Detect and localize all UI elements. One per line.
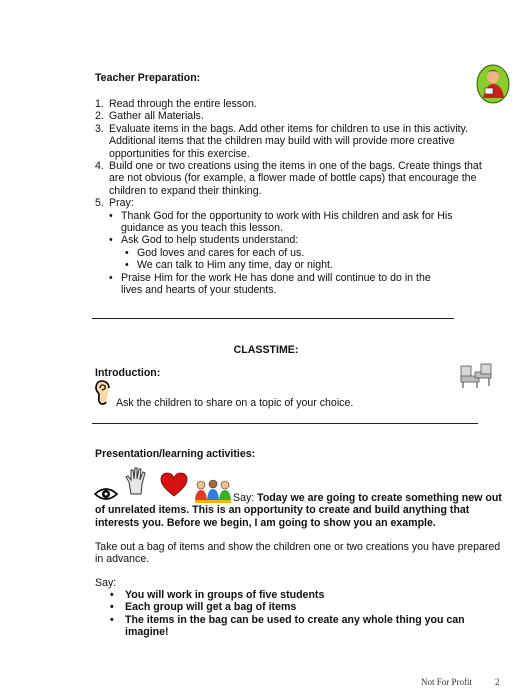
say-bullet: • You will work in groups of five students xyxy=(110,589,325,601)
item-text: Build one or two creations using the items in one of the bags. Create things that are not obvious (for example, a flower made of bottle caps) that encourage the children to expand their thinking. xyxy=(109,160,482,197)
pray-sub-bullet: • We can talk to Him any time, day or night. xyxy=(125,259,333,272)
children-group-icon xyxy=(193,478,233,504)
item-number: 4. xyxy=(95,160,104,173)
prep-item xyxy=(95,110,500,122)
say-label-2: Say: xyxy=(95,577,117,589)
presentation-paragraph: Take out a bag of items and show the children one or two creations you have prepared in advance. xyxy=(95,541,501,566)
teacher-prep-heading: Teacher Preparation: xyxy=(95,72,201,84)
divider xyxy=(92,318,454,319)
pray-sublist xyxy=(109,247,454,272)
ear-icon xyxy=(94,380,114,406)
hand-icon xyxy=(124,466,150,496)
classtime-heading: CLASSTIME: xyxy=(233,344,299,356)
say-text-rest: of unrelated items. This is an opportunity to create and build anything that interests you. Before we begin, I am going to show you an example. xyxy=(95,504,470,529)
intro-text: Ask the children to share on a topic of your choice. xyxy=(116,397,354,409)
pray-sub-bullet: • God loves and cares for each of us. xyxy=(125,246,305,259)
divider xyxy=(92,423,478,424)
item-number: 2. xyxy=(95,110,104,123)
pray-bullet: • Praise Him for the work He has done and will continue to do in the lives and hearts of your students. xyxy=(109,271,431,297)
item-number: 1. xyxy=(95,98,104,110)
prep-item xyxy=(95,160,500,197)
say-bullets xyxy=(110,589,470,639)
say-bullet: • Each group will get a bag of items xyxy=(110,601,297,614)
pray-bullet: • Thank God for the opportunity to work with His children and ask for His guidance as you teach this lesson. xyxy=(109,209,453,235)
item-number: 3. xyxy=(95,122,104,135)
item-text: Pray: xyxy=(109,197,134,210)
item-text: Evaluate items in the bags. Add other items for children to use in this activity. Additional items that the children may build with will provide more creative opportunities for this exercise. xyxy=(109,122,468,160)
say-line-start xyxy=(233,492,503,504)
eye-icon xyxy=(94,486,118,502)
item-text: Read through the entire lesson. xyxy=(109,98,257,110)
prep-item xyxy=(95,123,500,160)
footer-text: Not For Profit xyxy=(421,677,473,687)
say-bullet: • The items in the bag can be used to create any whole thing you can imagine! xyxy=(110,613,465,639)
page-number: 2 xyxy=(495,677,500,687)
prep-list xyxy=(95,98,500,297)
heart-icon xyxy=(160,472,188,498)
pray-bullet: • Ask God to help students understand: xyxy=(109,234,299,247)
item-text: Gather all Materials. xyxy=(109,110,204,123)
item-number: 5. xyxy=(95,197,104,210)
pray-list xyxy=(95,210,454,297)
chairs-clipart-icon xyxy=(459,362,493,390)
prep-item xyxy=(95,197,500,209)
say-label: Say: xyxy=(233,492,255,504)
presentation-heading: Presentation/learning activities: xyxy=(95,448,256,460)
prep-item xyxy=(95,98,500,110)
intro-heading: Introduction: xyxy=(95,367,161,379)
say-text-1: Today we are going to create something new out xyxy=(257,492,502,504)
